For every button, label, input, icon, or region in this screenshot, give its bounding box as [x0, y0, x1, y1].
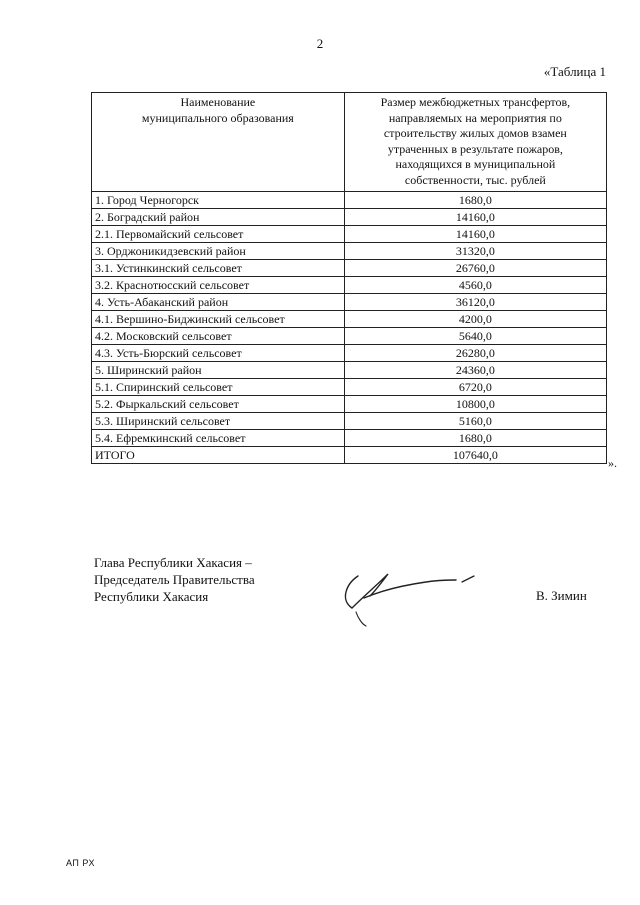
municipality-name-cell: ИТОГО: [92, 447, 345, 464]
municipality-name-cell: 2. Боградский район: [92, 209, 345, 226]
header-transfer-amount: [344, 93, 606, 192]
stamp-code: АП РХ: [66, 858, 95, 868]
table-row: [92, 345, 607, 362]
transfer-amount-cell: 5160,0: [344, 413, 606, 430]
transfer-amount-cell: 26760,0: [344, 260, 606, 277]
municipality-name-cell: 4. Усть-Абаканский район: [92, 294, 345, 311]
handwritten-signature: [338, 566, 488, 638]
table-caption: «Таблица 1: [543, 64, 606, 79]
table-header-row: [92, 93, 607, 192]
transfer-amount-cell: 107640,0: [344, 447, 606, 464]
table-row: [92, 192, 607, 209]
table-row: [92, 413, 607, 430]
transfer-amount-cell: 6720,0: [344, 379, 606, 396]
table-row: [92, 226, 607, 243]
transfer-amount-cell: 36120,0: [344, 294, 606, 311]
table-body: [92, 192, 607, 464]
table-row: [92, 209, 607, 226]
municipality-name-cell: 5.2. Фыркальский сельсовет: [92, 396, 345, 413]
table-row: [92, 447, 607, 464]
transfer-amount-cell: 14160,0: [344, 209, 606, 226]
municipality-name-cell: 5. Ширинский район: [92, 362, 345, 379]
municipality-name-cell: 4.2. Московский сельсовет: [92, 328, 345, 345]
table-row: [92, 379, 607, 396]
table-row: [92, 277, 607, 294]
transfer-amount-cell: 1680,0: [344, 192, 606, 209]
signatory-position: [94, 554, 255, 605]
transfers-table: [91, 92, 607, 464]
municipality-name-cell: 3.1. Устинкинский сельсовет: [92, 260, 345, 277]
table-row: [92, 294, 607, 311]
transfer-amount-cell: 10800,0: [344, 396, 606, 413]
signatory-position-line: Глава Республики Хакасия –: [94, 555, 252, 570]
municipality-name-cell: 3.2. Краснотюсский сельсовет: [92, 277, 345, 294]
signatory-position-line: Республики Хакасия: [94, 589, 209, 604]
table-row: [92, 396, 607, 413]
transfer-amount-cell: 14160,0: [344, 226, 606, 243]
municipality-name-cell: 5.3. Ширинский сельсовет: [92, 413, 345, 430]
municipality-name-cell: 5.4. Ефремкинский сельсовет: [92, 430, 345, 447]
municipality-name-cell: 1. Город Черногорск: [92, 192, 345, 209]
table-row: [92, 430, 607, 447]
table-row: [92, 362, 607, 379]
transfer-amount-cell: 24360,0: [344, 362, 606, 379]
signatory-position-line: Председатель Правительства: [94, 572, 255, 587]
signatory-name: В. Зимин: [536, 588, 587, 603]
transfer-amount-cell: 31320,0: [344, 243, 606, 260]
closing-quote: ».: [608, 456, 617, 470]
header-transfer-amount-text: Размер межбюджетных трансфертов, направляемых на мероприятия по строительству жилых домов взамен утраченных в результате пожаров, находящихся в муниципальной собственности, тыс. рублей: [380, 95, 571, 187]
transfer-amount-cell: 4200,0: [344, 311, 606, 328]
table-row: [92, 311, 607, 328]
header-municipality-text: Наименование муниципального образования: [141, 95, 294, 125]
table-row: [92, 328, 607, 345]
transfer-amount-cell: 5640,0: [344, 328, 606, 345]
municipality-name-cell: 3. Орджоникидзевский район: [92, 243, 345, 260]
transfer-amount-cell: 4560,0: [344, 277, 606, 294]
transfer-amount-cell: 1680,0: [344, 430, 606, 447]
page-number: 2: [316, 36, 324, 51]
municipality-name-cell: 4.1. Вершино-Биджинский сельсовет: [92, 311, 345, 328]
municipality-name-cell: 4.3. Усть-Бюрский сельсовет: [92, 345, 345, 362]
table-row: [92, 243, 607, 260]
municipality-name-cell: 5.1. Спиринский сельсовет: [92, 379, 345, 396]
table-row: [92, 260, 607, 277]
municipality-name-cell: 2.1. Первомайский сельсовет: [92, 226, 345, 243]
transfer-amount-cell: 26280,0: [344, 345, 606, 362]
header-municipality: [92, 93, 345, 192]
